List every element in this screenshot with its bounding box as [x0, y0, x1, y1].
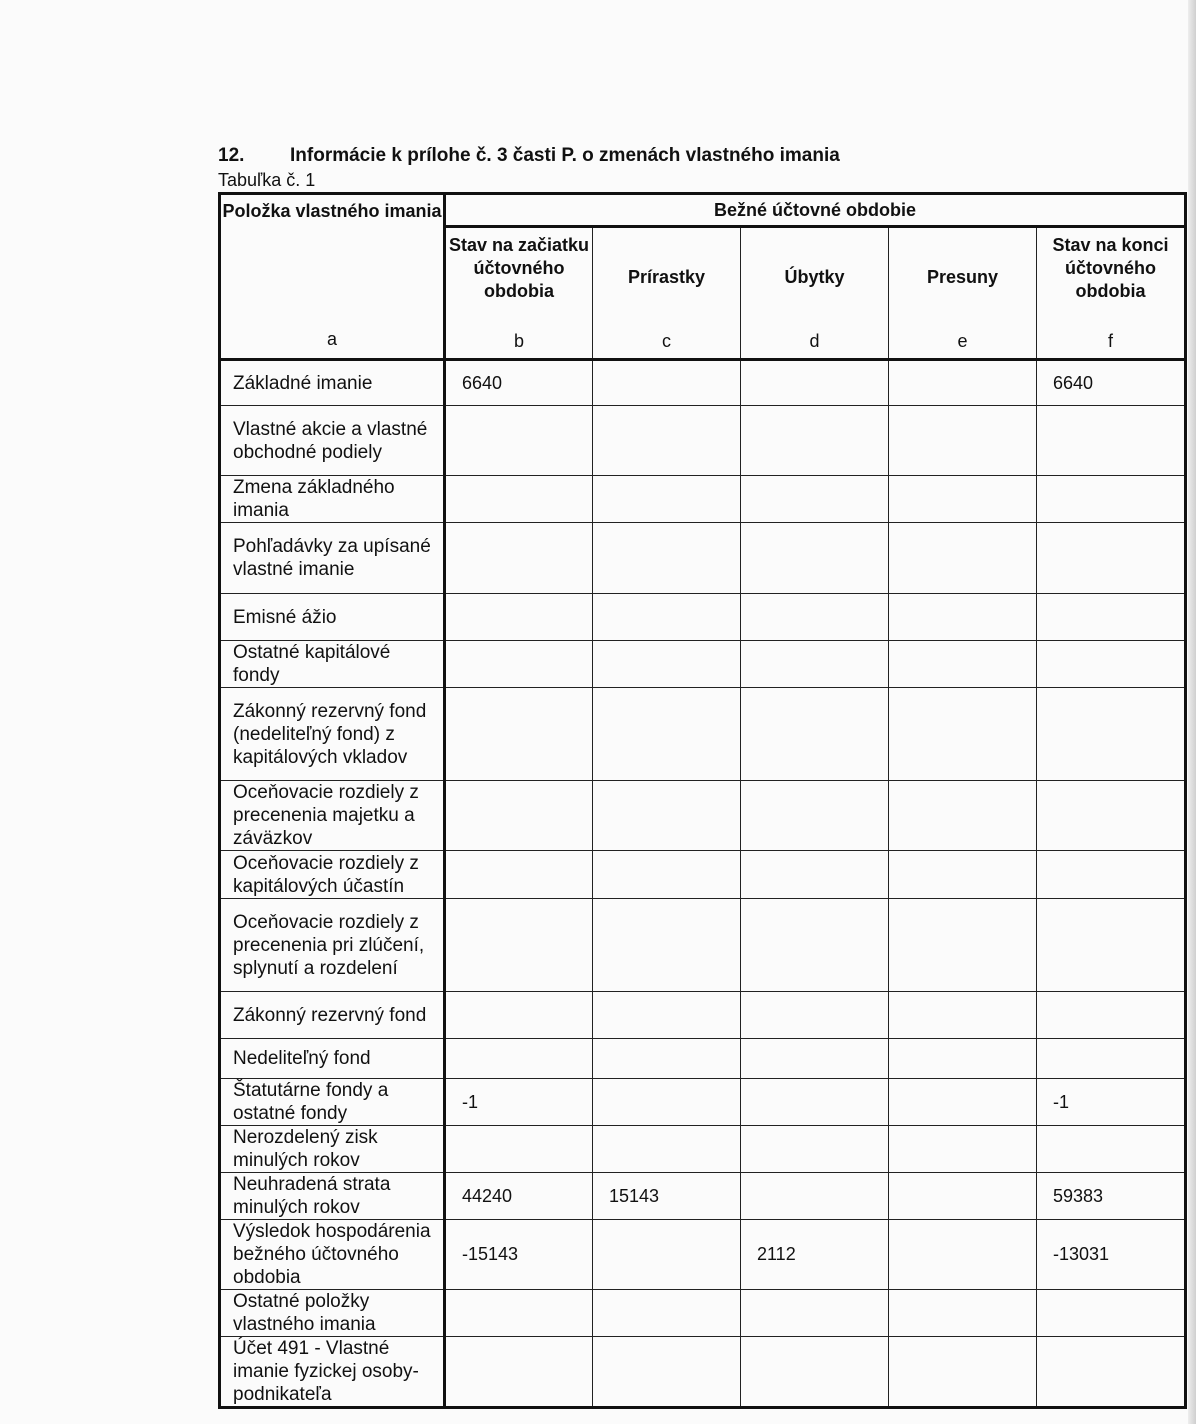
value-cell: [593, 594, 741, 641]
value-cell: [593, 1039, 741, 1079]
value-cell: [593, 1220, 741, 1290]
table-row: [220, 1337, 1186, 1408]
value-cell: -13031: [1037, 1220, 1186, 1290]
value-cell: [889, 641, 1037, 688]
value-cell: [445, 406, 593, 476]
row-label: Ostatné položky vlastného imania: [220, 1290, 445, 1337]
table-row: [220, 641, 1186, 688]
value-cell: [1037, 641, 1186, 688]
value-cell: [445, 899, 593, 992]
row-label: Nerozdelený zisk minulých rokov: [220, 1126, 445, 1173]
value-cell: [741, 851, 889, 899]
column-title: Úbytky: [784, 267, 845, 287]
value-cell: 2112: [741, 1220, 889, 1290]
value-cell: [593, 781, 741, 851]
section-number: 12.: [218, 145, 245, 166]
row-label: Účet 491 - Vlastné imanie fyzickej osoby- podnikateľa: [220, 1337, 445, 1408]
value-cell: [445, 1126, 593, 1173]
value-cell: [1037, 1126, 1186, 1173]
value-cell: [741, 1173, 889, 1220]
value-cell: [445, 523, 593, 594]
value-cell: [445, 851, 593, 899]
value-cell: [889, 476, 1037, 523]
value-cell: [593, 476, 741, 523]
value-cell: -15143: [445, 1220, 593, 1290]
value-cell: [889, 899, 1037, 992]
row-label: Pohľadávky za upísané vlastné imanie: [220, 523, 445, 594]
value-cell: [1037, 406, 1186, 476]
value-cell: [741, 406, 889, 476]
value-cell: [889, 594, 1037, 641]
value-cell: [593, 851, 741, 899]
row-label: Nedeliteľný fond: [220, 1039, 445, 1079]
column-letter: c: [662, 331, 671, 351]
period-group-header: Bežné účtovné obdobie: [445, 194, 1186, 227]
value-cell: [593, 1337, 741, 1408]
column-header-transfers: [889, 227, 1037, 360]
item-column-letter: a: [326, 329, 337, 349]
value-cell: [593, 641, 741, 688]
table-row: [220, 781, 1186, 851]
column-letter: d: [809, 331, 820, 351]
value-cell: [1037, 523, 1186, 594]
row-label: Emisné ážio: [220, 594, 445, 641]
value-cell: [741, 360, 889, 406]
value-cell: [741, 992, 889, 1039]
row-label: Výsledok hospodárenia bežného účtovného obdobia: [220, 1220, 445, 1290]
item-header-title: Položka vlastného imania: [222, 201, 442, 221]
value-cell: 44240: [445, 1173, 593, 1220]
value-cell: [445, 992, 593, 1039]
value-cell: [593, 1079, 741, 1126]
value-cell: 15143: [593, 1173, 741, 1220]
table-body: [220, 360, 1186, 1408]
value-cell: [889, 523, 1037, 594]
value-cell: [741, 1079, 889, 1126]
table-row: [220, 523, 1186, 594]
row-label: Oceňovacie rozdiely z kapitálových účastín: [220, 851, 445, 899]
value-cell: [593, 899, 741, 992]
value-cell: [1037, 476, 1186, 523]
column-header-increases: [593, 227, 741, 360]
column-title: Presuny: [926, 267, 999, 287]
table-row: [220, 1220, 1186, 1290]
value-cell: [445, 476, 593, 523]
row-label: Základné imanie: [220, 360, 445, 406]
item-column-header: [220, 194, 445, 360]
table-row: [220, 1039, 1186, 1079]
value-cell: [1037, 594, 1186, 641]
table-row: [220, 594, 1186, 641]
value-cell: [445, 1290, 593, 1337]
value-cell: 6640: [445, 360, 593, 406]
value-cell: [741, 781, 889, 851]
value-cell: [445, 641, 593, 688]
value-cell: [889, 406, 1037, 476]
value-cell: [889, 781, 1037, 851]
row-label: Oceňovacie rozdiely z precenenia pri zlúčení, splynutí a rozdelení: [220, 899, 445, 992]
value-cell: [445, 594, 593, 641]
column-letter: e: [957, 331, 968, 351]
table-row: [220, 406, 1186, 476]
value-cell: [1037, 899, 1186, 992]
value-cell: [889, 1126, 1037, 1173]
value-cell: [741, 594, 889, 641]
value-cell: [741, 1337, 889, 1408]
table-row: [220, 851, 1186, 899]
table-row: [220, 1126, 1186, 1173]
value-cell: [889, 851, 1037, 899]
value-cell: [741, 476, 889, 523]
column-letter: f: [1108, 331, 1114, 351]
value-cell: [741, 523, 889, 594]
table-row: [220, 899, 1186, 992]
column-title: Stav na začiatku účtovného obdobia: [448, 235, 590, 301]
row-label: Vlastné akcie a vlastné obchodné podiely: [220, 406, 445, 476]
table-row: [220, 992, 1186, 1039]
value-cell: [1037, 1290, 1186, 1337]
value-cell: [445, 1039, 593, 1079]
row-label: Zákonný rezervný fond (nedeliteľný fond) z kapitálových vkladov: [220, 688, 445, 781]
value-cell: [889, 1337, 1037, 1408]
value-cell: [889, 360, 1037, 406]
value-cell: [741, 641, 889, 688]
column-letter: b: [513, 331, 524, 351]
section-heading: [218, 145, 840, 167]
column-header-opening-balance: [445, 227, 593, 360]
equity-changes-table: [218, 192, 1187, 1409]
row-label: Zmena základného imania: [220, 476, 445, 523]
value-cell: [741, 688, 889, 781]
value-cell: [889, 1220, 1037, 1290]
value-cell: [741, 1039, 889, 1079]
value-cell: [741, 1290, 889, 1337]
column-header-decreases: [741, 227, 889, 360]
value-cell: [1037, 1039, 1186, 1079]
table-row: [220, 476, 1186, 523]
value-cell: [445, 1337, 593, 1408]
value-cell: [445, 781, 593, 851]
column-header-closing-balance: [1037, 227, 1186, 360]
value-cell: [593, 1126, 741, 1173]
value-cell: [889, 1173, 1037, 1220]
row-label: Štatutárne fondy a ostatné fondy: [220, 1079, 445, 1126]
value-cell: [1037, 1337, 1186, 1408]
value-cell: -1: [1037, 1079, 1186, 1126]
value-cell: [1037, 851, 1186, 899]
row-label: Ostatné kapitálové fondy: [220, 641, 445, 688]
value-cell: [889, 1290, 1037, 1337]
value-cell: [445, 688, 593, 781]
value-cell: [889, 1079, 1037, 1126]
column-title: Prírastky: [627, 267, 706, 287]
value-cell: [593, 360, 741, 406]
row-label: Oceňovacie rozdiely z precenenia majetku a záväzkov: [220, 781, 445, 851]
table-row: [220, 1079, 1186, 1126]
value-cell: 6640: [1037, 360, 1186, 406]
value-cell: [593, 992, 741, 1039]
value-cell: [741, 899, 889, 992]
table-row: [220, 688, 1186, 781]
value-cell: [1037, 992, 1186, 1039]
value-cell: [593, 523, 741, 594]
value-cell: [889, 1039, 1037, 1079]
table-row: [220, 1173, 1186, 1220]
value-cell: [889, 688, 1037, 781]
value-cell: [1037, 688, 1186, 781]
value-cell: 59383: [1037, 1173, 1186, 1220]
table-row: [220, 360, 1186, 406]
table-row: [220, 1290, 1186, 1337]
row-label: Neuhradená strata minulých rokov: [220, 1173, 445, 1220]
row-label: Zákonný rezervný fond: [220, 992, 445, 1039]
value-cell: [593, 688, 741, 781]
column-title: Stav na konci účtovného obdobia: [1052, 235, 1169, 301]
value-cell: -1: [445, 1079, 593, 1126]
page-edge-shadow: [1188, 0, 1196, 1424]
value-cell: [889, 992, 1037, 1039]
table-caption: Tabuľka č. 1: [218, 170, 316, 190]
value-cell: [1037, 781, 1186, 851]
value-cell: [593, 1290, 741, 1337]
value-cell: [741, 1126, 889, 1173]
section-title: Informácie k prílohe č. 3 časti P. o zmenách vlastného imania: [290, 145, 840, 166]
value-cell: [593, 406, 741, 476]
